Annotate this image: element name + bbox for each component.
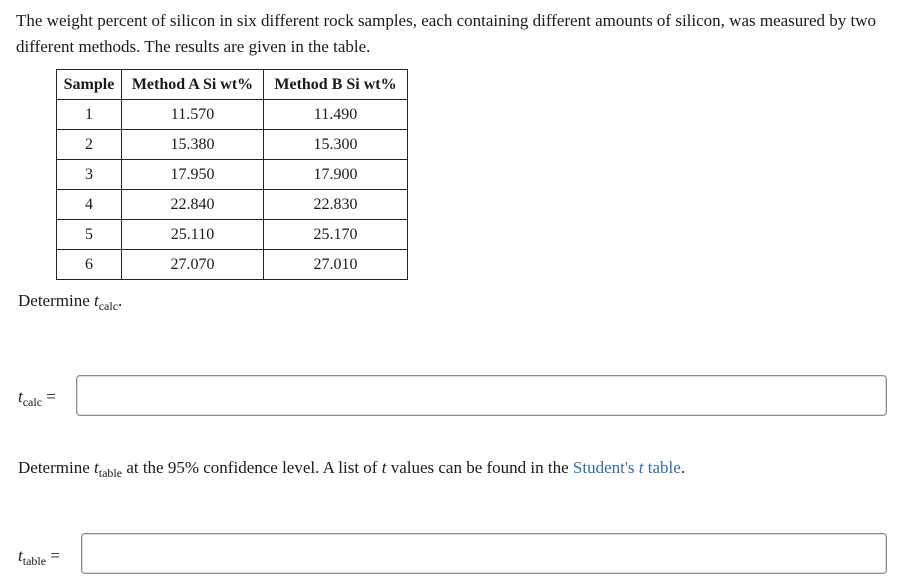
sample-cell: 1	[57, 100, 122, 130]
method-a-cell: 25.110	[122, 220, 264, 250]
equals-sign: =	[46, 546, 60, 565]
t-variable	[18, 387, 43, 409]
ttable-label	[18, 546, 60, 566]
sample-cell: 6	[57, 250, 122, 280]
t-variable	[94, 291, 119, 313]
tcalc-label	[18, 387, 56, 407]
method-a-cell: 17.950	[122, 160, 264, 190]
sample-cell: 4	[57, 190, 122, 220]
question-text: Determine	[18, 291, 94, 310]
method-a-cell: 27.070	[122, 250, 264, 280]
question-tcalc	[18, 291, 122, 311]
question-text: values can be found in the	[386, 458, 573, 477]
header-method-a: Method A Si wt%	[122, 70, 264, 100]
table-row	[57, 190, 408, 220]
t-symbol: t	[18, 387, 23, 406]
method-b-cell: 17.900	[264, 160, 408, 190]
method-b-cell: 27.010	[264, 250, 408, 280]
question-ttable	[18, 458, 685, 478]
header-method-b: Method B Si wt%	[264, 70, 408, 100]
question-text: Determine	[18, 458, 94, 477]
method-a-cell: 22.840	[122, 190, 264, 220]
method-b-cell: 25.170	[264, 220, 408, 250]
question-text: at the 95% confidence level. A list of	[122, 458, 382, 477]
t-symbol: t	[381, 458, 387, 477]
table-row	[57, 100, 408, 130]
method-a-cell: 15.380	[122, 130, 264, 160]
sample-cell: 2	[57, 130, 122, 160]
t-symbol: t	[94, 458, 99, 477]
sample-cell: 3	[57, 160, 122, 190]
calc-subscript: calc	[22, 395, 43, 409]
t-symbol: t	[94, 291, 99, 310]
question-punctuation: .	[680, 458, 686, 477]
ttable-answer-input[interactable]	[81, 533, 887, 574]
students-t-table-link[interactable]	[573, 458, 681, 477]
t-symbol: t	[18, 546, 23, 565]
sample-cell: 5	[57, 220, 122, 250]
table-row	[57, 250, 408, 280]
question-punctuation: .	[118, 291, 123, 310]
table-header-row	[57, 70, 408, 100]
method-b-cell: 15.300	[264, 130, 408, 160]
table-row	[57, 130, 408, 160]
table-subscript: table	[22, 554, 47, 568]
link-text: Student's	[572, 458, 639, 477]
t-variable	[18, 546, 47, 568]
t-symbol: t	[638, 458, 644, 477]
method-a-cell: 11.570	[122, 100, 264, 130]
table-row	[57, 220, 408, 250]
intro-text: The weight percent of silicon in six different rock samples, each containing different amounts of silicon, was measured by two different methods. The results are given in the table.	[16, 11, 876, 56]
calc-subscript: calc	[98, 299, 119, 313]
method-b-cell: 11.490	[264, 100, 408, 130]
equals-sign: =	[42, 387, 56, 406]
tcalc-answer-input[interactable]	[76, 375, 887, 416]
header-sample: Sample	[57, 70, 122, 100]
table-subscript: table	[98, 466, 123, 480]
t-variable	[94, 458, 123, 480]
link-text: table	[643, 458, 681, 477]
silicon-data-table	[56, 69, 408, 280]
method-b-cell: 22.830	[264, 190, 408, 220]
table-row	[57, 160, 408, 190]
